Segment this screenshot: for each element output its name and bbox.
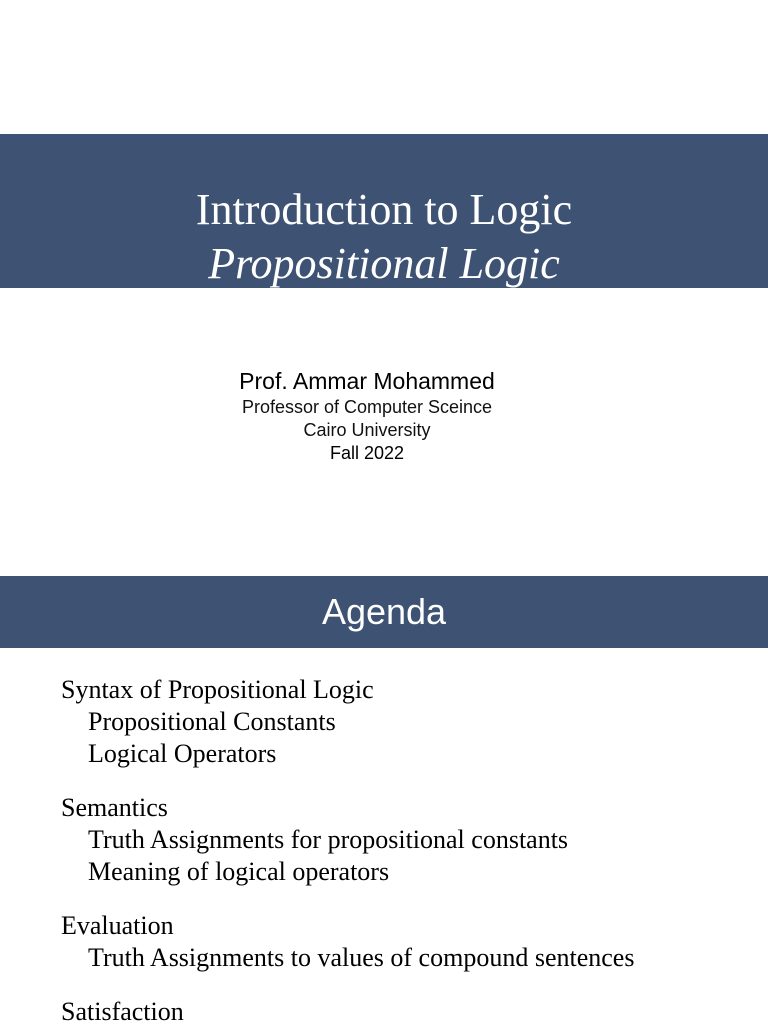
agenda-item: Propositional Constants bbox=[88, 707, 336, 736]
agenda-section-satisfaction bbox=[61, 996, 761, 1024]
slide-title: Introduction to Logic bbox=[195, 185, 573, 234]
agenda-heading: Syntax of Propositional Logic bbox=[61, 675, 374, 704]
title-banner bbox=[0, 134, 768, 288]
agenda-item: Meaning of logical operators bbox=[88, 857, 390, 886]
author-position: Professor of Computer Sceince bbox=[241, 397, 493, 417]
slide-subtitle: Propositional Logic bbox=[208, 239, 560, 288]
agenda-title: Agenda bbox=[321, 591, 447, 632]
author-info bbox=[0, 366, 734, 465]
agenda-heading: Semantics bbox=[61, 793, 168, 822]
agenda-item: Truth Assignments to values of compound sentences bbox=[88, 943, 635, 972]
agenda-banner bbox=[0, 576, 768, 648]
agenda-section-evaluation bbox=[61, 910, 761, 974]
author-affiliation: Cairo University bbox=[303, 420, 431, 440]
author-name: Prof. Ammar Mohammed bbox=[239, 368, 495, 394]
agenda-heading: Evaluation bbox=[61, 911, 174, 940]
agenda-item: Logical Operators bbox=[88, 739, 277, 768]
agenda-section-semantics bbox=[61, 792, 761, 888]
agenda-list bbox=[61, 674, 761, 1024]
agenda-item: Truth Assignments for propositional constants bbox=[88, 825, 569, 854]
agenda-section-syntax bbox=[61, 674, 761, 770]
course-term: Fall 2022 bbox=[329, 443, 405, 463]
agenda-heading: Satisfaction bbox=[61, 997, 184, 1024]
